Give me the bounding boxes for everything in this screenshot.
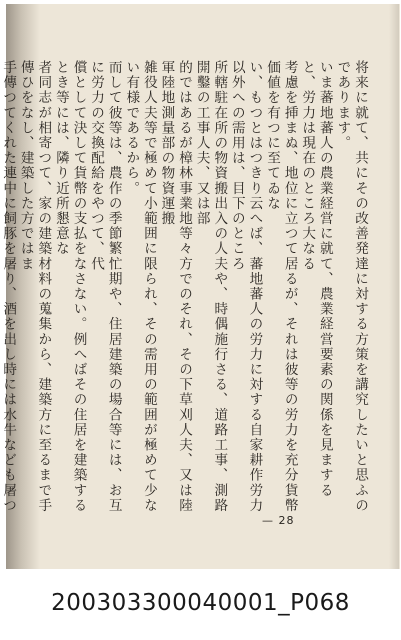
text-line: い、もつとはつきり云へば、蕃地蕃人の労力に対する自家耕作労力以外への需用は、目下のところ (228, 60, 263, 513)
page-number: — 28 (262, 514, 295, 527)
text-line: 的ではあるが樟林事業地等々方でのそれ、その下草刈人夫、又は陸軍陸地測量部の物資運搬 (158, 60, 193, 513)
page-edge (389, 4, 399, 569)
vertical-body-text (0, 60, 368, 520)
text-line: 雑役人夫等で極めて小範囲に限られ、その需用の範囲が極めて少ない有様であるから。 (123, 60, 157, 513)
text-line: 償として決して貨幣の支払をなさない。例へばその住居を建築するとき等には、隣り近所懇意な (52, 60, 87, 513)
text-line: 所轄駐在所の物資搬出入の人夫や、時偶施行さる、道路工事、測路開鑿の工事人夫、又は部 (193, 60, 228, 513)
text-line: 手傳つてくれた連中に飼豚を屠り、酒を出し時には水牛なども屠つ (0, 60, 17, 513)
text-line: いま蕃地蕃人の農業経営に就て、農業経営要素の関係を見ますると、労力は現在のところ大なる (299, 60, 333, 498)
text-line: 者同志が相寄つて、家の建築材料の蒐集から、建築方に至るまで手傳ひをなし、建築した方ではま (17, 60, 52, 513)
image-caption: 200303300040001_P068 (51, 590, 350, 616)
text-line: 将来に就て、共にその改善発達に対する方策を講究したいと思ふのであります。 (334, 60, 368, 513)
text-line: 考慮を挿まぬ、地位に立つて居るが、それは彼等の労力を充分貨幣価値を有つに至てゐな (264, 60, 298, 513)
text-line: 而して彼等は、農作の季節繁忙期や、住居建築の場合等には、お互に労力の交換配給をやつて、代 (88, 60, 122, 513)
